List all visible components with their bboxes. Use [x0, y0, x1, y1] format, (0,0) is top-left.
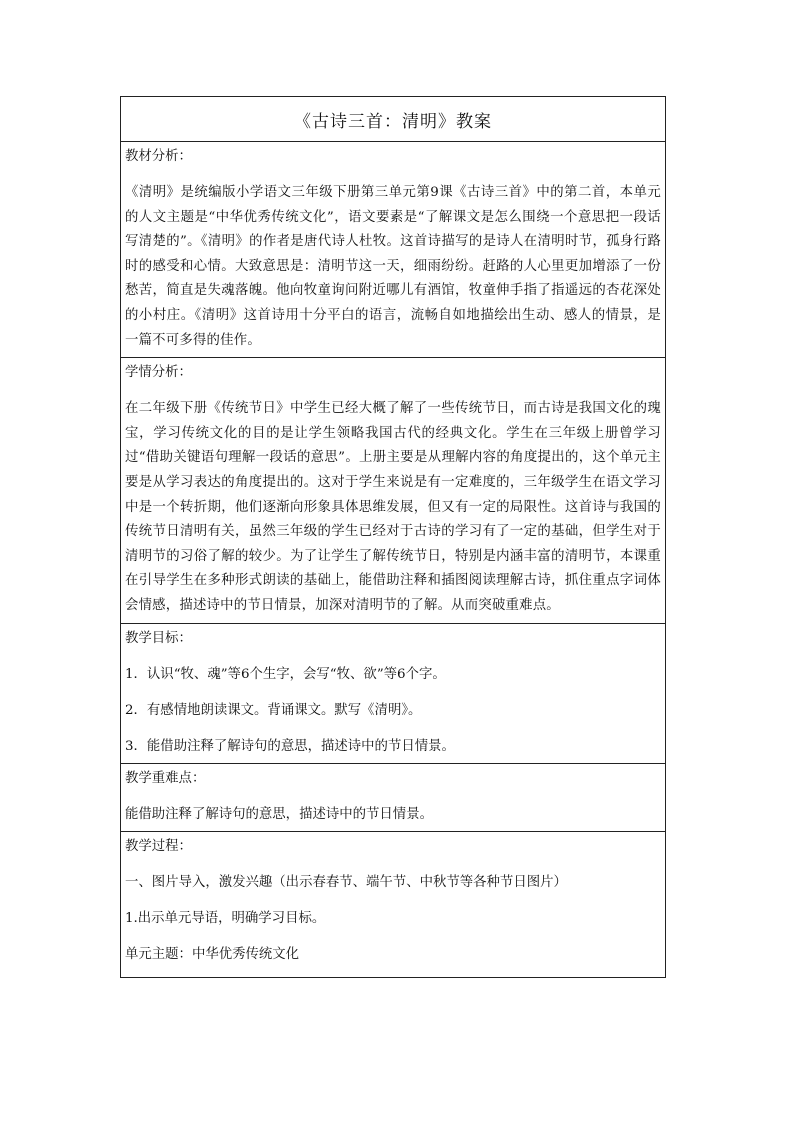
objective-item: 2．有感情地朗读课文。背诵课文。默写《清明》。 — [125, 702, 422, 718]
section-heading: 教材分析： — [125, 149, 192, 164]
section-paragraph: 在二年级下册《传统节日》中学生已经大概了解了一些传统节日，而古诗是我国文化的瑰宝，学习传统文化的目的是让学生领略我国古代的经典文化。学生在三年级上册曾学习过“借助关键语句理解一段话的意思”。上册主要是从理解内容的角度提出的，这个单元主要是从学习表达的角度提出的。这对于学生来说是有一定难度的，三年级学生在语文学习中是一个转折期，他们逐渐向形象具体思维发展，但又有一定的局限性。这首诗与我国的传统节日清明有关，虽然三年级的学生已经对于古诗的学习有了一定的基础，但学生对于清明节的习俗了解的较少。为了让学生了解传统节日，特别是内涵丰富的清明节，本课重在引导学生在多种形式朗读的基础上，能借助注释和插图阅读理解古诗，抓住重点字词体会情感，描述诗中的节日情景，加深对清明节的了解。从而突破重难点。 — [125, 401, 661, 613]
objective-item: 3．能借助注释了解诗句的意思，描述诗中的节日情景。 — [125, 738, 455, 754]
document-title: 《古诗三首：清明》教案 — [121, 97, 665, 142]
section-key-difficulties — [121, 764, 665, 832]
section-student-analysis — [121, 358, 665, 623]
section-paragraph: 《清明》是统编版小学语文三年级下册第三单元第9课《古诗三首》中的第二首，本单元的人文主题是“中华优秀传统文化”，语文要素是“了解课文是怎么围绕一个意思把一段话写清楚的”。《清明》的作者是唐代诗人杜牧。这首诗描写的是诗人在清明时节，孤身行路时的感受和心情。大致意思是：清明节这一天，细雨纷纷。赶路的人心里更加增添了一份愁苦，简直是失魂落魄。他向牧童询问附近哪儿有酒馆，牧童伸手指了指遥远的杏花深处的小村庄。《清明》这首诗用十分平白的语言，流畅自如地描绘出生动、感人的情景，是一篇不可多得的佳作。 — [125, 185, 661, 348]
section-heading: 教学重难点： — [125, 770, 206, 786]
section-heading: 教学过程： — [125, 838, 192, 854]
section-heading: 教学目标： — [125, 630, 192, 646]
section-teaching-objectives — [121, 624, 665, 764]
section-teaching-process — [121, 832, 665, 977]
section-heading: 学情分析： — [125, 365, 192, 381]
process-item: 1.出示单元导语，明确学习目标。 — [125, 910, 326, 926]
process-item: 单元主题：中华优秀传统文化 — [125, 946, 300, 962]
section-textbook-analysis — [121, 142, 665, 358]
objective-item: 1．认识“牧、魂”等6个生字，会写“牧、欲”等6个字。 — [125, 666, 446, 682]
lesson-plan-table — [120, 96, 666, 978]
process-item: 一、图片导入，激发兴趣（出示春春节、端午节、中秋节等各种节日图片） — [125, 874, 567, 890]
key-point-item: 能借助注释了解诗句的意思，描述诗中的节日情景。 — [125, 806, 433, 822]
